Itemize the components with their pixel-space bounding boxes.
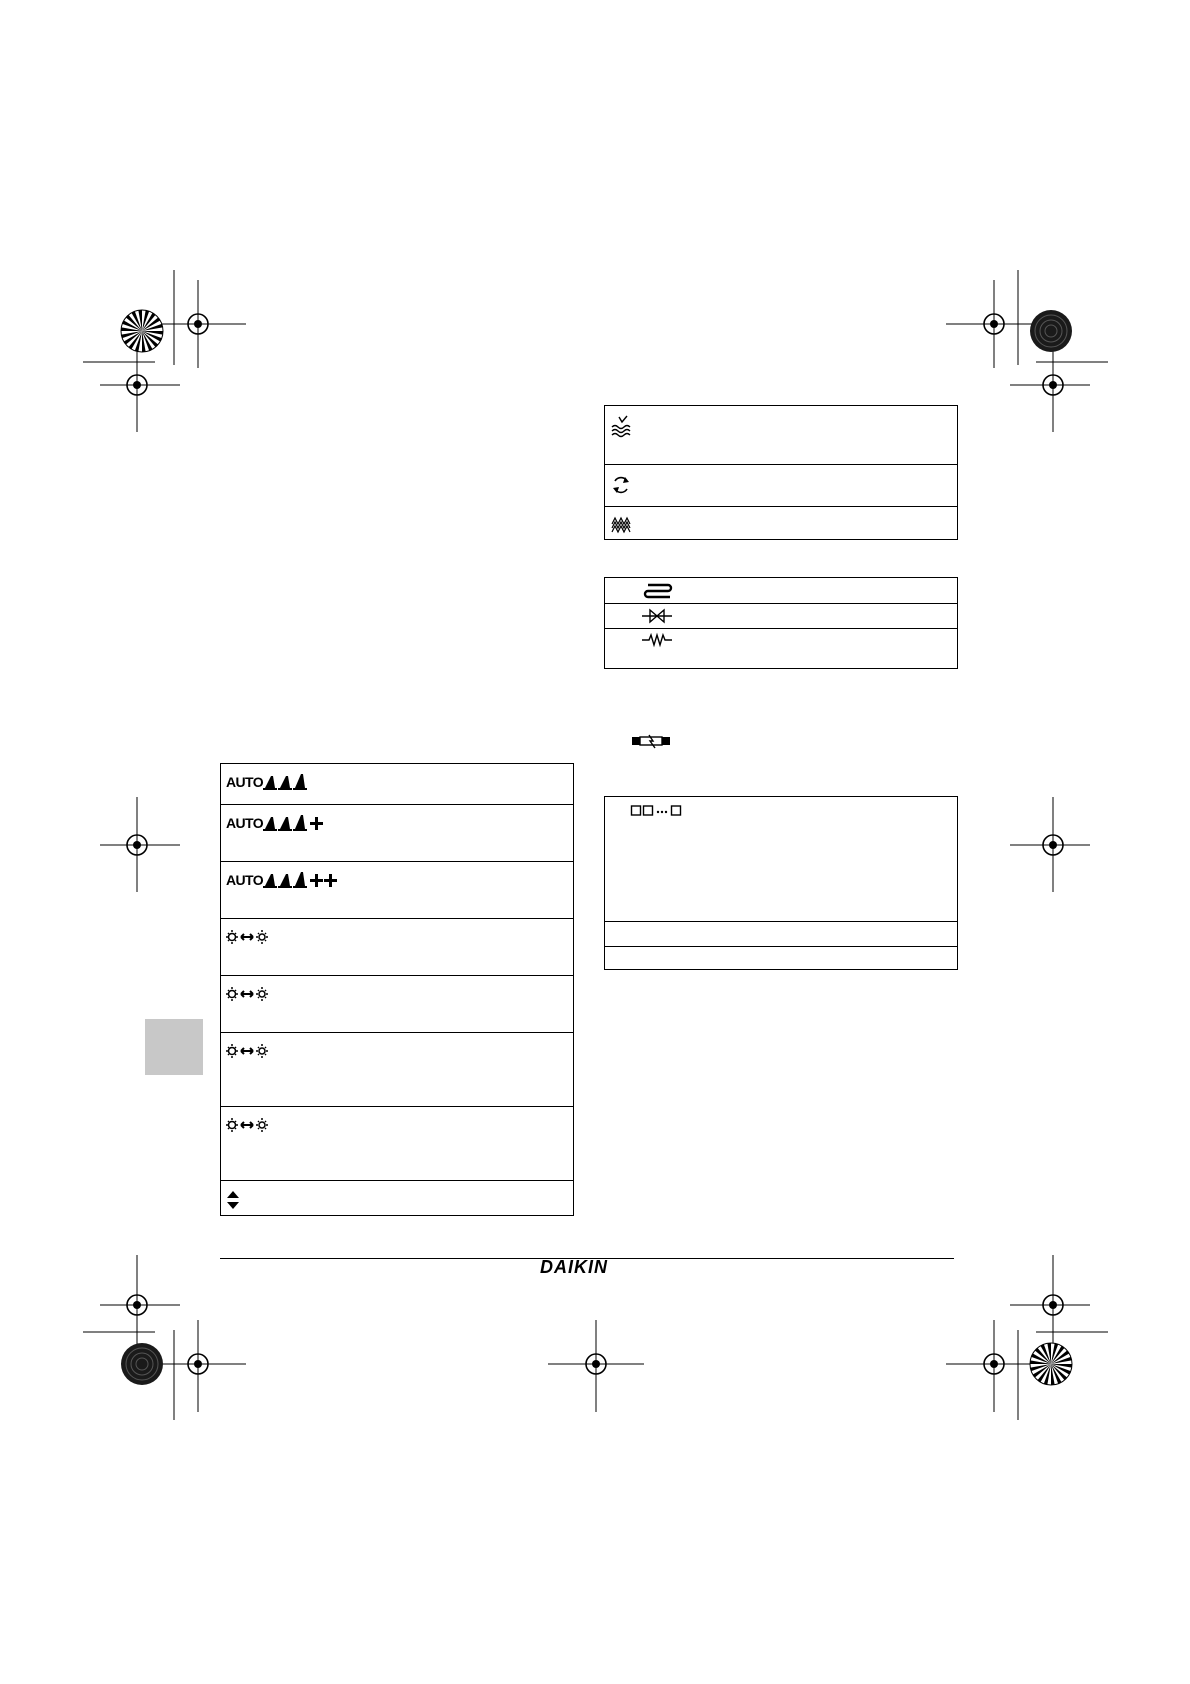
auto-label: AUTO	[226, 815, 264, 831]
valve-icon	[642, 609, 672, 623]
up-down-arrows-icon	[226, 1191, 240, 1209]
right-table-2	[604, 577, 958, 669]
left-row-3	[221, 861, 573, 918]
right2-row-2	[605, 603, 957, 628]
right3-row-3	[605, 946, 957, 971]
left-row-2	[221, 804, 573, 861]
coil-icon	[642, 583, 674, 597]
auto-label: AUTO	[226, 872, 264, 888]
section-side-tab	[145, 1019, 203, 1075]
left-row-6	[221, 1032, 573, 1106]
auto-label: AUTO	[226, 774, 264, 790]
left-row-4	[221, 918, 573, 975]
right1-row-1	[605, 406, 957, 464]
cool-heat-switch-icon	[226, 929, 270, 945]
recycle-arrows-icon	[611, 475, 631, 495]
left-row-7	[221, 1106, 573, 1180]
zigzag-lines-icon	[611, 516, 633, 534]
cool-heat-switch-icon	[226, 1043, 270, 1059]
right2-row-1	[605, 578, 957, 603]
daikin-logo: DAIKIN	[540, 1257, 608, 1277]
cool-heat-switch-icon	[226, 986, 270, 1002]
right3-row-2	[605, 921, 957, 946]
fan-plus-icon	[263, 815, 333, 831]
cool-heat-switch-icon	[226, 1117, 270, 1133]
right1-row-3	[605, 506, 957, 541]
left-row-8	[221, 1180, 573, 1217]
left-row-5	[221, 975, 573, 1032]
fan-plus-plus-icon	[263, 872, 353, 888]
left-row-1	[221, 764, 573, 804]
resistor-icon	[642, 633, 672, 647]
left-table	[220, 763, 574, 1216]
water-drop-waves-icon	[611, 416, 633, 436]
right-table-1	[604, 405, 958, 540]
right-table-3	[604, 796, 958, 970]
fuse-icon	[632, 733, 672, 749]
boxes-sequence-icon	[631, 805, 683, 817]
right3-row-1	[605, 797, 957, 921]
fan-icon	[263, 774, 313, 790]
right1-row-2	[605, 464, 957, 506]
right2-row-3	[605, 628, 957, 670]
